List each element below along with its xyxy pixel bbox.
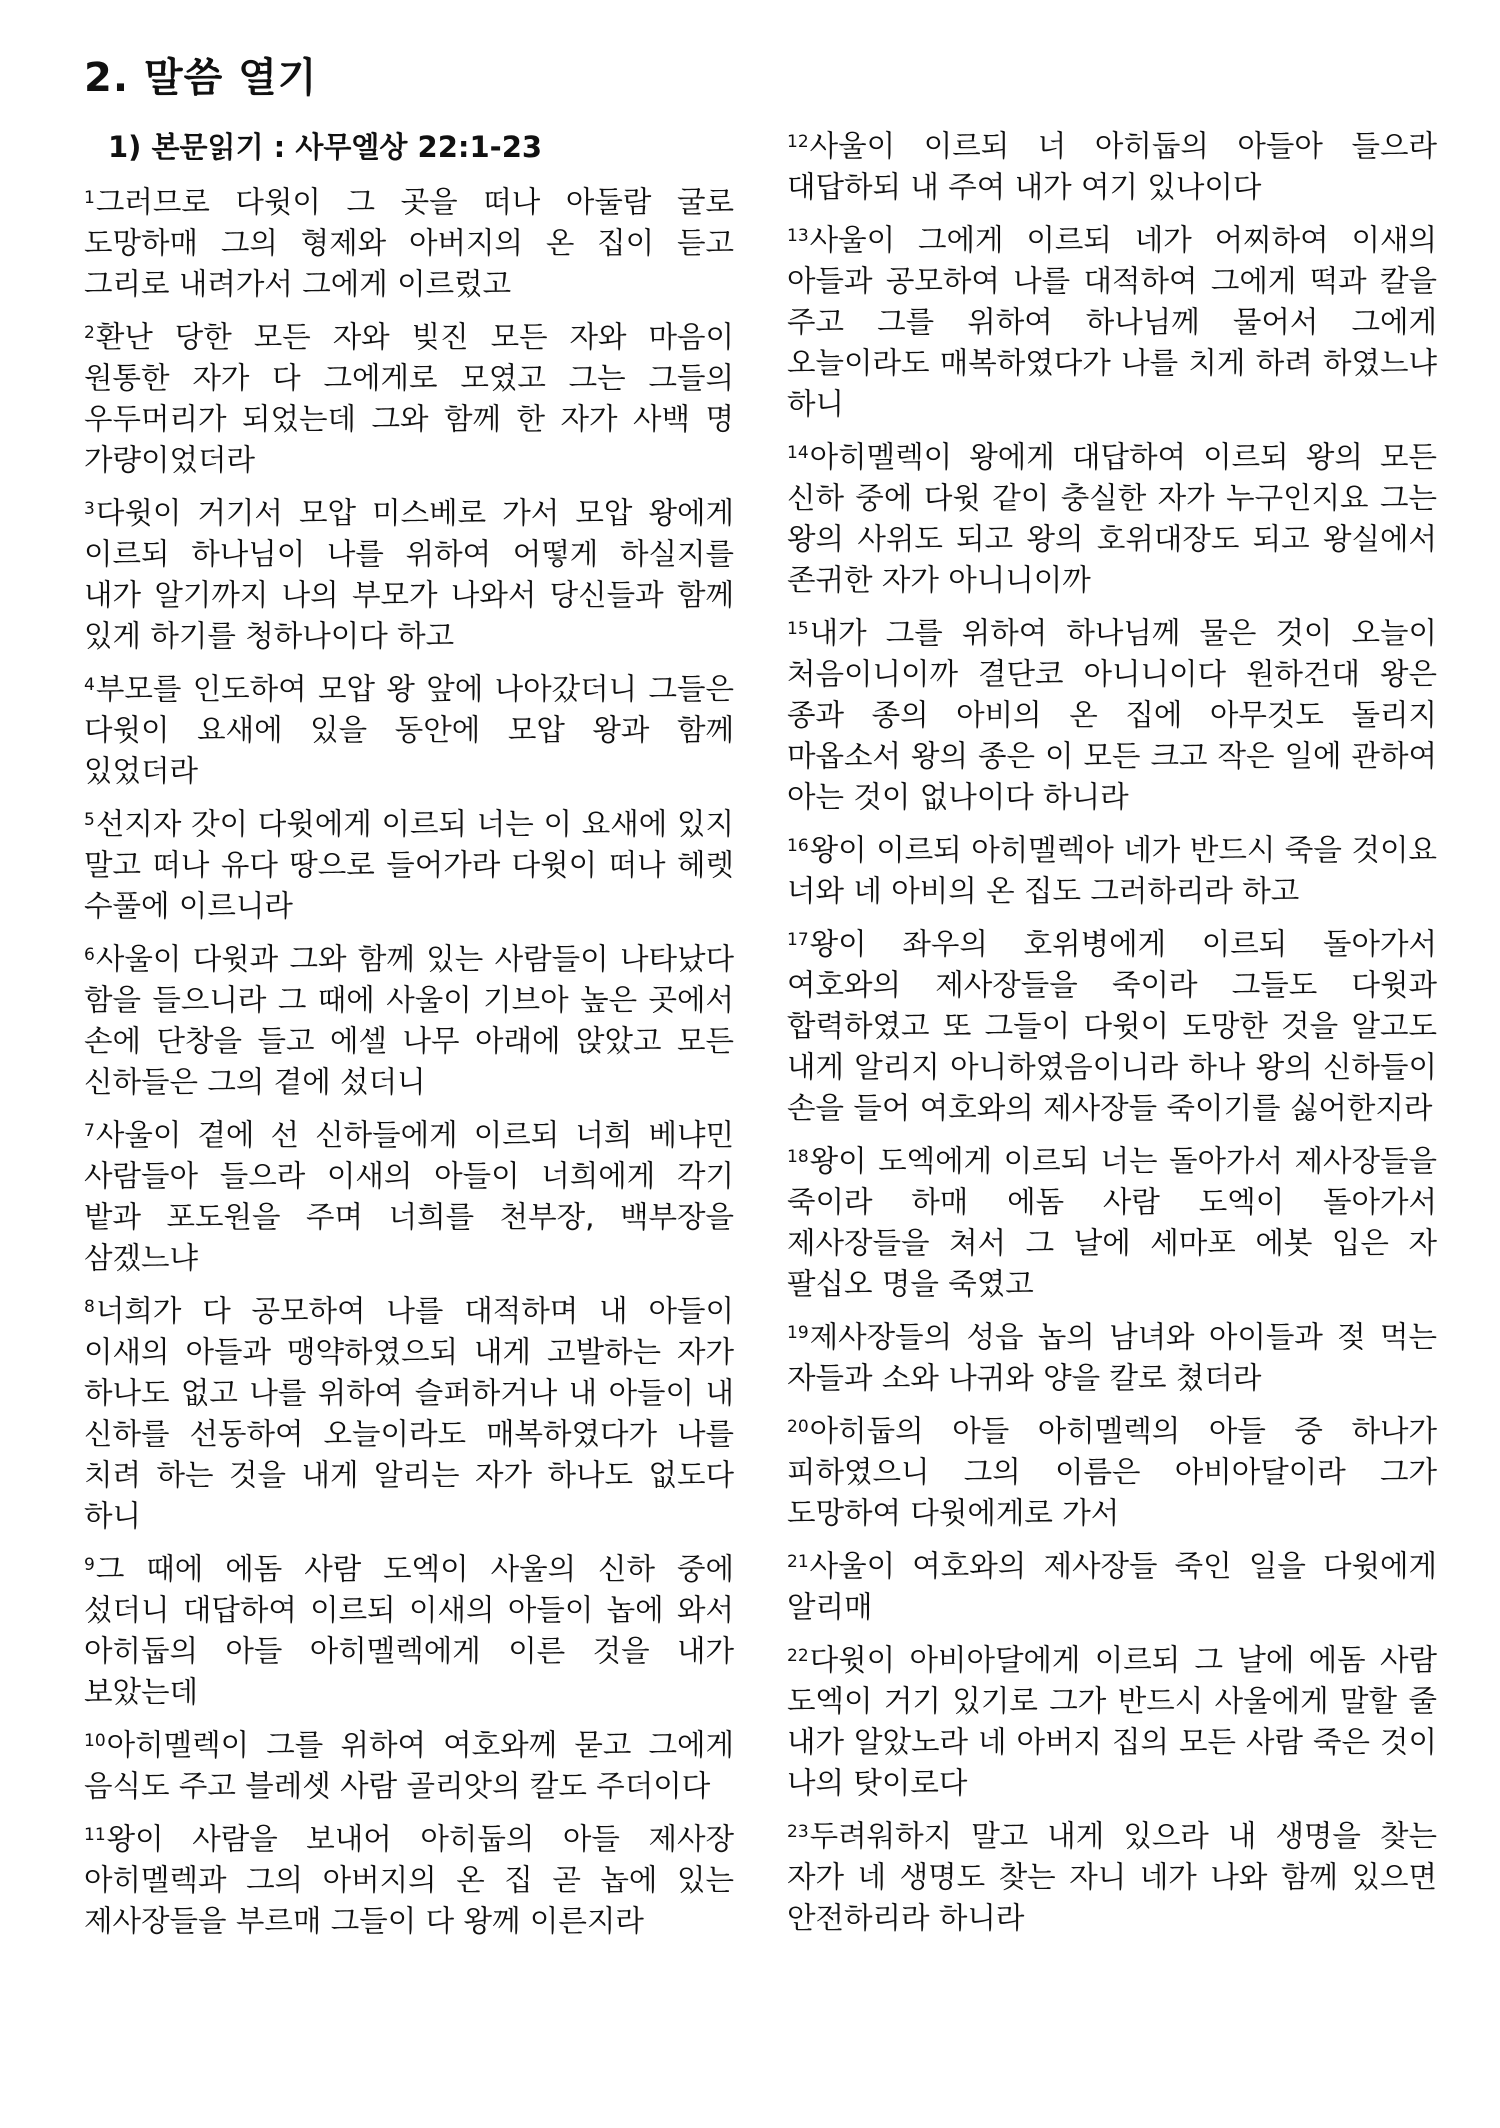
verse (84, 1291, 734, 1537)
verse (84, 1819, 734, 1942)
verse-text: 사울이 그에게 이르되 네가 어찌하여 이새의 아들과 공모하여 나를 대적하여 그에게 떡과 칼을 주고 그를 위하여 하나님께 물어서 그에게 오늘이라도 매복하였다가 나를 치게 하려 하였느냐 하니 (787, 223, 1437, 421)
verse (787, 1640, 1437, 1804)
verse-number: 14 (787, 443, 809, 463)
verse-text: 아히멜렉이 왕에게 대답하여 이르되 왕의 모든 신하 중에 다윗 같이 충실한 자가 누구인지요 그는 왕의 사위도 되고 왕의 호위대장도 되고 왕실에서 존귀한 자가 아니니이까 (787, 440, 1437, 597)
verse-text: 아히둡의 아들 아히멜렉의 아들 중 하나가 피하였으니 그의 이름은 아비아달이라 그가 도망하여 다윗에게로 가서 (787, 1414, 1437, 1530)
verse-number: 7 (84, 1121, 95, 1141)
verse (84, 804, 734, 927)
verse-text: 너희가 다 공모하여 나를 대적하며 내 아들이 이새의 아들과 맹약하였으되 내게 고발하는 자가 하나도 없고 나를 위하여 슬퍼하거나 내 아들이 내 신하를 선동하여 오늘이라도 매복하였다가 나를 치려 하는 것을 내게 알리는 자가 하나도 없도다 하니 (84, 1294, 734, 1533)
verse-number: 12 (787, 132, 809, 152)
verse (787, 830, 1437, 912)
verse (787, 924, 1437, 1129)
verse-number: 11 (84, 1825, 106, 1845)
verse-text: 사울이 여호와의 제사장들 죽인 일을 다윗에게 알리매 (787, 1549, 1437, 1624)
verse-number: 9 (84, 1555, 95, 1575)
verse-number: 17 (787, 930, 809, 950)
verse-text: 그 때에 에돔 사람 도엑이 사울의 신하 중에 섰더니 대답하여 이르되 이새의 아들이 놉에 와서 아히둡의 아들 아히멜렉에게 이른 것을 내가 보았는데 (84, 1552, 734, 1709)
verse (787, 220, 1437, 425)
verse-text: 내가 그를 위하여 하나님께 물은 것이 오늘이 처음이니이까 결단코 아니니이다 원하건대 왕은 종과 종의 아비의 온 집에 아무것도 돌리지 마옵소서 왕의 종은 이 모든 크고 작은 일에 관하여 아는 것이 없나이다 하니라 (787, 616, 1437, 814)
verse (84, 182, 734, 305)
verse-text: 사울이 이르되 너 아히둡의 아들아 들으라 대답하되 내 주여 내가 여기 있나이다 (787, 129, 1437, 204)
verse-number: 21 (787, 1552, 809, 1572)
verse-text: 아히멜렉이 그를 위하여 여호와께 묻고 그에게 음식도 주고 블레셋 사람 골리앗의 칼도 주더이다 (84, 1728, 734, 1803)
verse (84, 669, 734, 792)
right-column (787, 126, 1437, 1951)
verse (84, 1115, 734, 1279)
verse (787, 1141, 1437, 1305)
verse-number: 15 (787, 619, 809, 639)
verse-number: 18 (787, 1147, 809, 1167)
verse (787, 126, 1437, 208)
verse-number: 22 (787, 1646, 809, 1666)
verse-number: 23 (787, 1822, 809, 1842)
verse-number: 20 (787, 1417, 809, 1437)
verse-number: 1 (84, 188, 95, 208)
verse (787, 1816, 1437, 1939)
verse-text: 그러므로 다윗이 그 곳을 떠나 아둘람 굴로 도망하매 그의 형제와 아버지의 온 집이 듣고 그리로 내려가서 그에게 이르렀고 (84, 185, 734, 301)
verse-text: 다윗이 아비아달에게 이르되 그 날에 에돔 사람 도엑이 거기 있기로 그가 반드시 사울에게 말할 줄 내가 알았노라 네 아버지 집의 모든 사람 죽은 것이 나의 탓이로다 (787, 1643, 1437, 1800)
left-column (84, 182, 734, 1954)
verse-number: 2 (84, 323, 95, 343)
verse (787, 1317, 1437, 1399)
verse-number: 6 (84, 945, 95, 965)
verse (84, 1725, 734, 1807)
verse-text: 사울이 다윗과 그와 함께 있는 사람들이 나타났다 함을 들으니라 그 때에 사울이 기브아 높은 곳에서 손에 단창을 들고 에셀 나무 아래에 앉았고 모든 신하들은 그의 곁에 섰더니 (84, 942, 734, 1099)
verse (787, 1411, 1437, 1534)
verse-number: 10 (84, 1731, 106, 1751)
verse-number: 8 (84, 1297, 95, 1317)
verse (84, 493, 734, 657)
verse-number: 5 (84, 810, 95, 830)
verse-text: 왕이 사람을 보내어 아히둡의 아들 제사장 아히멜렉과 그의 아버지의 온 집 곧 놉에 있는 제사장들을 부르매 그들이 다 왕께 이른지라 (84, 1822, 734, 1938)
verse (84, 1549, 734, 1713)
reading-heading: 1) 본문읽기 : 사무엘상 22:1-23 (108, 130, 543, 164)
verse-text: 두려워하지 말고 내게 있으라 내 생명을 찾는 자가 네 생명도 찾는 자니 네가 나와 함께 있으면 안전하리라 하니라 (787, 1819, 1437, 1935)
verse-number: 13 (787, 226, 809, 246)
verse-number: 16 (787, 836, 809, 856)
verse (787, 1546, 1437, 1628)
verse-text: 다윗이 거기서 모압 미스베로 가서 모압 왕에게 이르되 하나님이 나를 위하여 어떻게 하실지를 내가 알기까지 나의 부모가 나와서 당신들과 함께 있게 하기를 청하나이다 하고 (84, 496, 734, 653)
section-title: 2. 말씀 열기 (84, 55, 318, 101)
verse (84, 939, 734, 1103)
verse-text: 부모를 인도하여 모압 왕 앞에 나아갔더니 그들은 다윗이 요새에 있을 동안에 모압 왕과 함께 있었더라 (84, 672, 734, 788)
verse (84, 317, 734, 481)
verse-number: 4 (84, 675, 95, 695)
verse-text: 제사장들의 성읍 놉의 남녀와 아이들과 젖 먹는 자들과 소와 나귀와 양을 칼로 쳤더라 (787, 1320, 1437, 1395)
verse-text: 왕이 도엑에게 이르되 너는 돌아가서 제사장들을 죽이라 하매 에돔 사람 도엑이 돌아가서 제사장들을 쳐서 그 날에 세마포 에봇 입은 자 팔십오 명을 죽였고 (787, 1144, 1437, 1301)
verse-number: 3 (84, 499, 95, 519)
verse-number: 19 (787, 1323, 809, 1343)
verse-text: 선지자 갓이 다윗에게 이르되 너는 이 요새에 있지 말고 떠나 유다 땅으로 들어가라 다윗이 떠나 헤렛 수풀에 이르니라 (84, 807, 734, 923)
verse (787, 437, 1437, 601)
verse-text: 왕이 이르되 아히멜렉아 네가 반드시 죽을 것이요 너와 네 아비의 온 집도 그러하리라 하고 (787, 833, 1437, 908)
verse-text: 사울이 곁에 선 신하들에게 이르되 너희 베냐민 사람들아 들으라 이새의 아들이 너희에게 각기 밭과 포도원을 주며 너희를 천부장, 백부장을 삼겠느냐 (84, 1118, 734, 1275)
verse (787, 613, 1437, 818)
verse-text: 환난 당한 모든 자와 빚진 모든 자와 마음이 원통한 자가 다 그에게로 모였고 그는 그들의 우두머리가 되었는데 그와 함께 한 자가 사백 명 가량이었더라 (84, 320, 734, 477)
verse-text: 왕이 좌우의 호위병에게 이르되 돌아가서 여호와의 제사장들을 죽이라 그들도 다윗과 합력하였고 또 그들이 다윗이 도망한 것을 알고도 내게 알리지 아니하였음이니라 하나 왕의 신하들이 손을 들어 여호와의 제사장들 죽이기를 싫어한지라 (787, 927, 1437, 1125)
